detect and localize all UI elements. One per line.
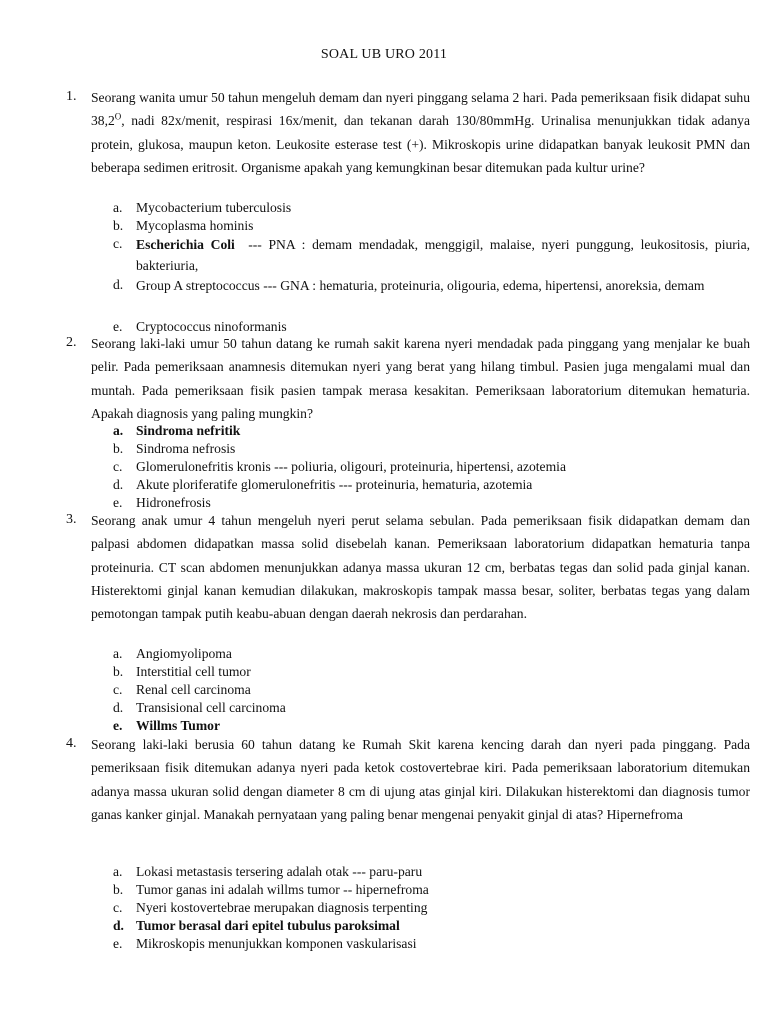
option-letter: c.	[113, 682, 123, 697]
option-text: Tumor ganas ini adalah willms tumor -- hipernefroma	[136, 882, 429, 897]
option-letter: a.	[113, 646, 123, 661]
question-1-stem	[91, 86, 750, 179]
option-letter: a.	[113, 200, 123, 215]
question-1-stem-part-a: Seorang wanita umur 50 tahun mengeluh demam dan nyeri pinggang selama 2 hari. Pada pemeriksaan fisik didapat suhu 38,2	[91, 90, 750, 129]
degree-superscript: O	[114, 111, 122, 122]
option-letter: d.	[113, 477, 124, 492]
option-letter: d.	[113, 277, 124, 292]
option-text: Mycobacterium tuberculosis	[136, 200, 292, 215]
option-text: Angiomyolipoma	[136, 646, 232, 661]
option-text: Sindroma nefrosis	[136, 441, 236, 456]
option-text: Cryptococcus ninoformanis	[136, 319, 287, 334]
question-1-number: 1.	[66, 89, 77, 104]
option-text: Nyeri kostovertebrae merupakan diagnosis terpenting	[136, 900, 428, 915]
question-4-option-c	[113, 898, 750, 917]
option-letter: a.	[113, 423, 124, 438]
option-text: Renal cell carcinoma	[136, 682, 251, 697]
option-text: Transisional cell carcinoma	[136, 700, 286, 715]
option-letter: e.	[113, 495, 123, 510]
option-text: Glomerulonefritis kronis --- poliuria, oligouri, proteinuria, hipertensi, azotemia	[136, 459, 566, 474]
option-text: Interstitial cell tumor	[136, 664, 251, 679]
option-text: Hidronefrosis	[136, 495, 211, 510]
option-text: Sindroma nefritik	[136, 423, 241, 438]
question-4-option-b	[113, 880, 750, 899]
question-4-option-a	[113, 862, 750, 881]
option-letter: c.	[113, 236, 123, 251]
question-4-stem: Seorang laki-laki berusia 60 tahun datang ke Rumah Skit karena kencing darah dan nyeri pada pinggang. Pada pemeriksaan fisik ditemukan adanya nyeri pada ketok costovertebrae kiri. Pada pemeriksaan laboratorium ditemukan adanya massa ukuran solid dengan diameter 8 cm di ujung atas ginjal kiri. Dilakukan histerektomi dan diagnosis tumor ganas kanker ginjal. Manakah pernyataan yang paling benar mengenai penyakit ginjal di atas? Hipernefroma	[91, 737, 750, 822]
option-text: Mikroskopis menunjukkan komponen vaskularisasi	[136, 936, 417, 951]
option-text: Mycoplasma hominis	[136, 218, 254, 233]
option-text: Lokasi metastasis tersering adalah otak --- paru-paru	[136, 864, 423, 879]
question-2-number: 2.	[66, 335, 77, 350]
document-title: SOAL UB URO 2011	[320, 47, 448, 62]
option-letter: e.	[113, 718, 123, 733]
question-2-option-c	[113, 457, 750, 476]
option-letter: c.	[113, 459, 123, 474]
option-letter: e.	[113, 319, 123, 334]
option-letter: d.	[113, 918, 124, 933]
question-2-option-b	[113, 439, 750, 458]
question-2-stem: Seorang laki-laki umur 50 tahun datang ke rumah sakit karena nyeri mendadak pada pinggang yang menjalar ke buah pelir. Pada pemeriksaan anamnesis ditemukan nyeri yang berat yang hilang timbul. Pasien juga mengalami mual dan muntah. Pada pemeriksaan fisik pasien tampak merasa kesakitan. Pemeriksaan laboratorium ditemukan hematuria. Apakah diagnosis yang paling mungkin?	[91, 336, 750, 421]
option-letter: c.	[113, 900, 123, 915]
option-text: Willms Tumor	[136, 718, 220, 733]
question-3-stem: Seorang anak umur 4 tahun mengeluh nyeri perut selama sebulan. Pada pemeriksaan fisik didapatkan demam dan palpasi abdomen didapatkan massa solid disebelah kanan. Pemeriksaan laboratorium didapatkan hematuria tanpa proteinuria. CT scan abdomen menunjukkan adanya massa ukuran 12 cm, berbatas tegas dan solid pada ginjal kanan. Histerektomi ginjal kanan kemudian dilakukan, makroskopis tampak massa besar, soliter, berbatas tegas yang dalam pemotongan tampak putih keabu-abuan dengan daerah nekrosis dan perdarahan.	[91, 513, 750, 622]
question-4-option-e	[113, 934, 750, 953]
question-3-number: 3.	[66, 512, 77, 527]
question-4-option-d	[113, 916, 750, 935]
question-3-option-a	[113, 644, 750, 663]
question-2-option-d	[113, 475, 750, 494]
option-letter: b.	[113, 882, 124, 897]
question-3-option-d	[113, 698, 750, 717]
question-1-option-d	[113, 275, 750, 296]
question-1-option-b	[113, 216, 750, 235]
option-note: --- PNA : demam mendadak, menggigil, malaise, nyeri punggung, leukositosis, piuria, bakteriuria,	[136, 237, 754, 273]
option-letter: e.	[113, 936, 123, 951]
option-text	[136, 234, 754, 276]
answer-highlight: Escherichia Coli	[136, 237, 235, 252]
question-1-option-c	[113, 234, 754, 276]
question-1-stem-part-b: , nadi 82x/menit, respirasi 16x/menit, dan tekanan darah 130/80mmHg. Urinalisa menunjukkan tidak adanya protein, glukosa, maupun keton. Leukosite esterase test (+). Mikroskopis urine didapatkan banyak leukosit PMN dan beberapa sedimen eritrosit. Organisme apakah yang kemungkinan besar ditemukan pada kultur urine?	[91, 113, 750, 175]
option-letter: a.	[113, 864, 123, 879]
option-letter: b.	[113, 441, 124, 456]
option-letter: b.	[113, 218, 124, 233]
option-text: Akute ploriferatife glomerulonefritis --- proteinuria, hematuria, azotemia	[136, 477, 533, 492]
option-text: Group A streptococcus --- GNA : hematuria, proteinuria, oligouria, edema, hipertensi, anoreksia, demam	[136, 278, 705, 293]
question-2-option-a	[113, 421, 750, 440]
option-letter: b.	[113, 664, 124, 679]
option-letter: d.	[113, 700, 124, 715]
question-3-option-c	[113, 680, 750, 699]
question-3-option-b	[113, 662, 750, 681]
question-1-option-a	[113, 198, 750, 217]
option-text: Tumor berasal dari epitel tubulus paroksimal	[136, 918, 400, 933]
question-4-number: 4.	[66, 736, 77, 751]
